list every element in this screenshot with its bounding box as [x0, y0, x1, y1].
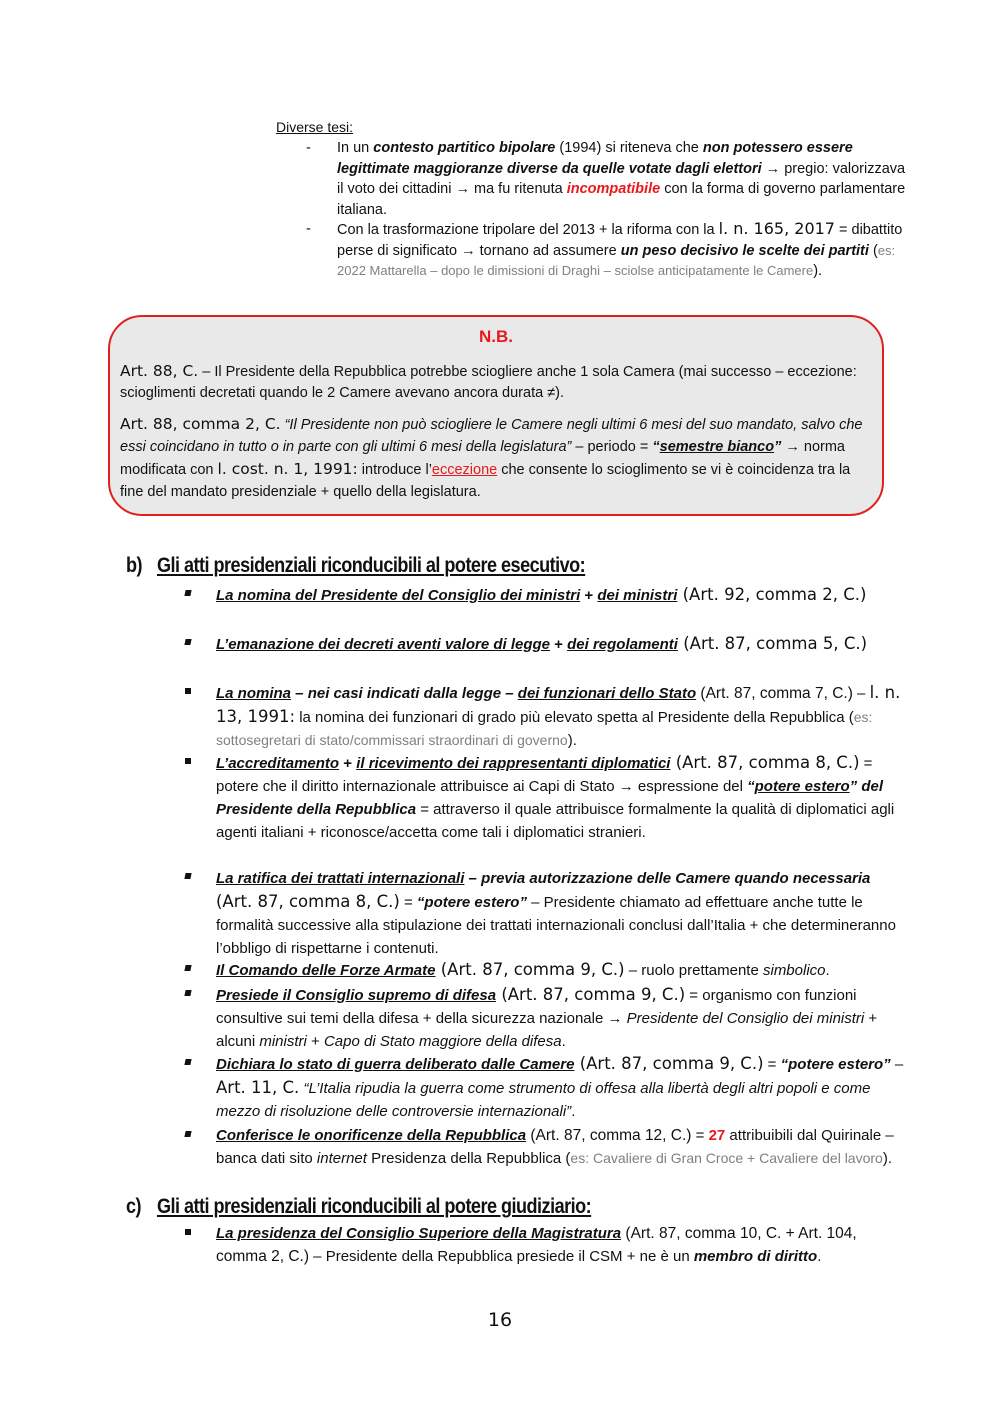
- page-number: 16: [487, 1309, 513, 1331]
- example-text: es: sottosegretari di stato/commissari straordinari di governo: [216, 709, 873, 748]
- list-item: Dichiara lo stato di guerra deliberato dalle Camere (Art. 87, comma 9, C.) = “potere estero” – Art. 11, C. “L’Italia ripudia la guerra come strumento di offesa alla libertà degli altri popoli e come mezzo di risoluzione delle controversie internazionali”.: [185, 1052, 907, 1123]
- highlight-number: 27: [708, 1127, 726, 1144]
- list-item: La nomina del Presidente del Consiglio dei ministri + dei ministri (Art. 92, comma 2, C.): [185, 583, 907, 607]
- section-heading: c) Gli atti presidenziali riconducibili al potere giudiziario:: [126, 1195, 592, 1218]
- list-item: La ratifica dei trattati internazionali – previa autorizzazione delle Camere quando necessaria (Art. 87, comma 8, C.) = “potere estero” – Presidente chiamato ad effettuare anche tutte le formalità successive alla stipulazione dei trattati internazionali conclusi dall’Italia + che determineranno l’obbligo di rispettarne i contenuti.: [185, 866, 907, 960]
- dash-marker: -: [306, 221, 311, 237]
- bullet-marker: [185, 688, 191, 694]
- list-item-text: In un contesto partitico bipolare (1994) si riteneva che non potessero essere legittimate maggioranze diverse da quelle votate dagli elettori → pregio: valorizzava il voto dei cittadini → ma fu ritenuta incompatibile con la forma di governo parlamentare italiana.: [337, 140, 906, 218]
- section-heading: b) Gli atti presidenziali riconducibili al potere esecutivo:: [126, 554, 586, 577]
- example-text: es: 2022 Mattarella – dopo le dimissioni di Draghi – sciolse anticipatamente le Camere: [337, 242, 896, 279]
- bullet-marker: [184, 639, 191, 645]
- highlight-text: incompatibile: [566, 181, 661, 198]
- list-item: La nomina – nei casi indicati dalla legge – dei funzionari dello Stato (Art. 87, comma 7, C.) – l. n. 13, 1991: la nomina dei funzionari di grado più elevato spetta al Presidente della Repubblica (es: sottosegretari di stato/commissari straordinari di governo).: [185, 681, 907, 752]
- bullet-marker: [184, 1131, 191, 1137]
- list-item: L’accreditamento + il ricevimento dei rappresentanti diplomatici (Art. 87, comma 8, C.) = potere che il diritto internazionale attribuisce ai Capi di Stato → espressione del “potere estero” del Presidente della Repubblica = attraverso il quale attribuisce formalmente la qualità di diplomatici agli agenti italiani + riconosce/accetta come tali i diplomatici stranieri.: [185, 751, 907, 844]
- bullet-marker: [184, 965, 191, 971]
- list-item: L’emanazione dei decreti aventi valore di legge + dei regolamenti (Art. 87, comma 5, C.): [185, 632, 907, 656]
- list-item: Presiede il Consiglio supremo di difesa (Art. 87, comma 9, C.) = organismo con funzioni consultive sui temi della difesa + della sicurezza nazionale → Presidente del Consiglio dei ministri + alcuni ministri + Capo di Stato maggiore della difesa.: [185, 983, 907, 1053]
- example-text: es: Cavaliere di Gran Croce + Cavaliere del lavoro: [570, 1150, 883, 1166]
- bullet-marker: [184, 1059, 191, 1065]
- list-item: Il Comando delle Forze Armate (Art. 87, comma 9, C.) – ruolo prettamente simbolico.: [185, 958, 907, 982]
- bullet-marker: [185, 758, 191, 764]
- section-subtitle: Diverse tesi:: [276, 119, 354, 135]
- highlight-link-text: eccezione: [431, 462, 498, 478]
- note-paragraph: Art. 88, comma 2, C. “Il Presidente non può sciogliere le Camere negli ultimi 6 mesi del suo mandato, salvo che essi coincidano in tutto o in parte con gli ultimi 6 mesi della legislatura” – periodo = “semestre bianco” → norma modificata con l. cost. n. 1, 1991: introduce l’eccezione che consente lo scioglimento se vi è coincidenza tra la fine del mandato presidenziale + quello della legislatura.: [120, 415, 863, 500]
- list-item: [306, 138, 906, 220]
- note-title: N.B.: [479, 327, 513, 346]
- bullet-marker: [184, 590, 191, 596]
- bullet-marker: [185, 1229, 191, 1235]
- list-item: La presidenza del Consiglio Superiore della Magistratura (Art. 87, comma 10, C. + Art. 104, comma 2, C.) – Presidente della Repubblica presiede il CSM + ne è un membro di diritto.: [185, 1222, 907, 1268]
- list-item: [306, 219, 906, 282]
- bullet-marker: [184, 873, 191, 879]
- note-box: [108, 315, 884, 516]
- list-item-text: Con la trasformazione tripolare del 2013 + la riforma con la l. n. 165, 2017 = dibattito perse di significato → tornano ad assumere un peso decisivo le scelte dei partiti (es: 2022 Mattarella – dopo le dimissioni di Draghi – sciolse anticipatamente le Camere).: [337, 219, 903, 280]
- note-paragraph: Art. 88, C. – Il Presidente della Repubblica potrebbe sciogliere anche 1 sola Camera (mai successo – eccezione: scioglimenti decretati quando le 2 Camere avevano ancora durata ≠).: [120, 362, 857, 401]
- list-item: Conferisce le onorificenze della Repubblica (Art. 87, comma 12, C.) = 27 attribuibili dal Quirinale – banca dati sito internet Presidenza della Repubblica (es: Cavaliere di Gran Croce + Cavaliere del lavoro).: [185, 1124, 907, 1170]
- dash-marker: -: [306, 140, 311, 156]
- bullet-marker: [184, 990, 191, 996]
